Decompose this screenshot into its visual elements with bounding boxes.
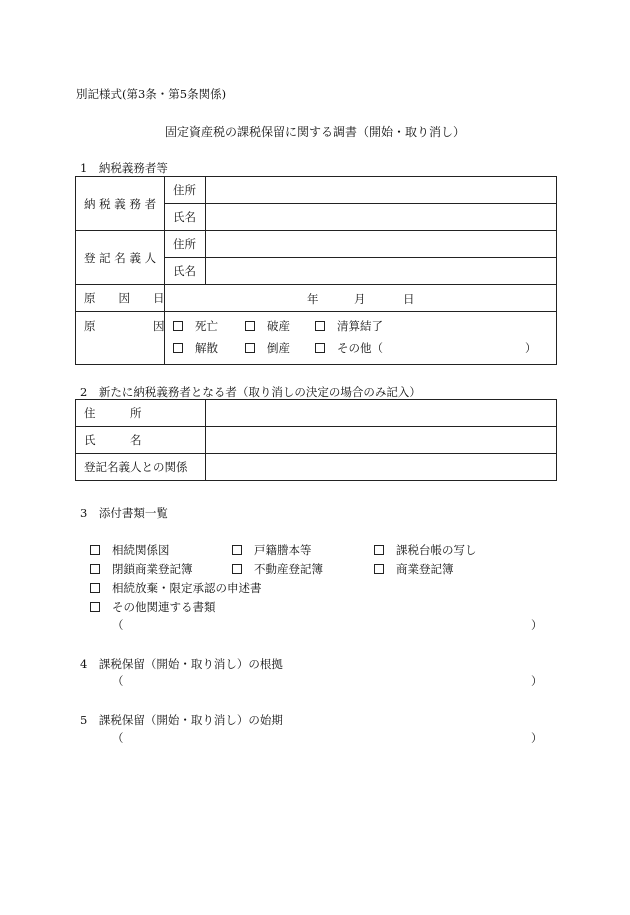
taxpayer-address-field[interactable] (206, 177, 557, 204)
section1-heading: 1 納税義務者等 (80, 161, 168, 175)
section3-heading: 3 添付書類一覧 (80, 506, 168, 520)
start-close: ） (531, 731, 543, 745)
cause-other[interactable]: その他（ (315, 340, 383, 356)
taxpayer-address-label: 住所 (165, 177, 206, 204)
taxpayer-name-field[interactable] (206, 204, 557, 231)
cause-date-field[interactable] (165, 285, 557, 312)
registrant-address-label: 住所 (165, 231, 206, 258)
checkbox-icon (245, 343, 255, 353)
new-taxpayer-table (75, 399, 557, 481)
basis-field[interactable] (120, 670, 530, 688)
doc-other-open: （ (112, 618, 124, 632)
cause-options (165, 312, 557, 365)
doc-real-estate[interactable]: 不動産登記簿 (232, 561, 323, 577)
cause-date-label: 原 因 日 (76, 285, 165, 312)
section5-heading: 5 課税保留（開始・取り消し）の始期 (80, 713, 283, 727)
doc-commercial[interactable]: 商業登記簿 (374, 561, 454, 577)
day-label: 日 (403, 292, 415, 306)
taxpayer-table (75, 176, 557, 365)
cause-dissolution[interactable]: 解散 (173, 340, 218, 356)
doc-other-field[interactable] (120, 614, 530, 632)
new-name-label: 氏 名 (76, 427, 206, 454)
registrant-address-field[interactable] (206, 231, 557, 258)
checkbox-icon (232, 564, 242, 574)
taxpayer-label: 納 税 義 務 者 (76, 177, 165, 231)
checkbox-icon (173, 343, 183, 353)
cause-collapse[interactable]: 倒産 (245, 340, 290, 356)
doc-renunciation[interactable]: 相続放棄・限定承認の申述書 (90, 580, 262, 596)
checkbox-icon (374, 545, 384, 555)
doc-other[interactable]: その他関連する書類 (90, 599, 216, 615)
start-open: （ (112, 731, 124, 745)
checkbox-icon (315, 343, 325, 353)
doc-closed-commercial[interactable]: 閉鎖商業登記簿 (90, 561, 193, 577)
checkbox-icon (245, 321, 255, 331)
month-label: 月 (354, 292, 366, 306)
new-address-label: 住 所 (76, 400, 206, 427)
checkbox-icon (90, 602, 100, 612)
doc-other-close: ） (531, 618, 543, 632)
cause-death[interactable]: 死亡 (173, 318, 218, 334)
new-address-field[interactable] (206, 400, 557, 427)
checkbox-icon (232, 545, 242, 555)
registrant-name-label: 氏名 (165, 258, 206, 285)
checkbox-icon (90, 545, 100, 555)
checkbox-icon (90, 583, 100, 593)
checkbox-icon (315, 321, 325, 331)
registrant-label: 登 記 名 義 人 (76, 231, 165, 285)
cause-other-close: ） (525, 341, 537, 355)
section2-heading: 2 新たに納税義務者となる者（取り消しの決定の場合のみ記入） (80, 385, 421, 399)
registrant-name-field[interactable] (206, 258, 557, 285)
cause-label: 原 因 (76, 312, 165, 365)
cause-liquidation[interactable]: 清算結了 (315, 318, 383, 334)
relation-label: 登記名義人との関係 (76, 454, 206, 481)
relation-field[interactable] (206, 454, 557, 481)
year-label: 年 (307, 292, 319, 306)
doc-tax-ledger[interactable]: 課税台帳の写し (374, 542, 477, 558)
doc-family-register[interactable]: 戸籍謄本等 (232, 542, 312, 558)
section4-heading: 4 課税保留（開始・取り消し）の根拠 (80, 657, 283, 671)
start-field[interactable] (120, 727, 530, 745)
checkbox-icon (173, 321, 183, 331)
basis-close: ） (531, 674, 543, 688)
doc-family-tree[interactable]: 相続関係図 (90, 542, 170, 558)
new-name-field[interactable] (206, 427, 557, 454)
cause-bankruptcy[interactable]: 破産 (245, 318, 290, 334)
checkbox-icon (374, 564, 384, 574)
form-title: 固定資産税の課税保留に関する調書（開始・取り消し） (165, 125, 466, 139)
checkbox-icon (90, 564, 100, 574)
form-header: 別記様式(第3条・第5条関係) (76, 87, 227, 101)
basis-open: （ (112, 674, 124, 688)
taxpayer-name-label: 氏名 (165, 204, 206, 231)
